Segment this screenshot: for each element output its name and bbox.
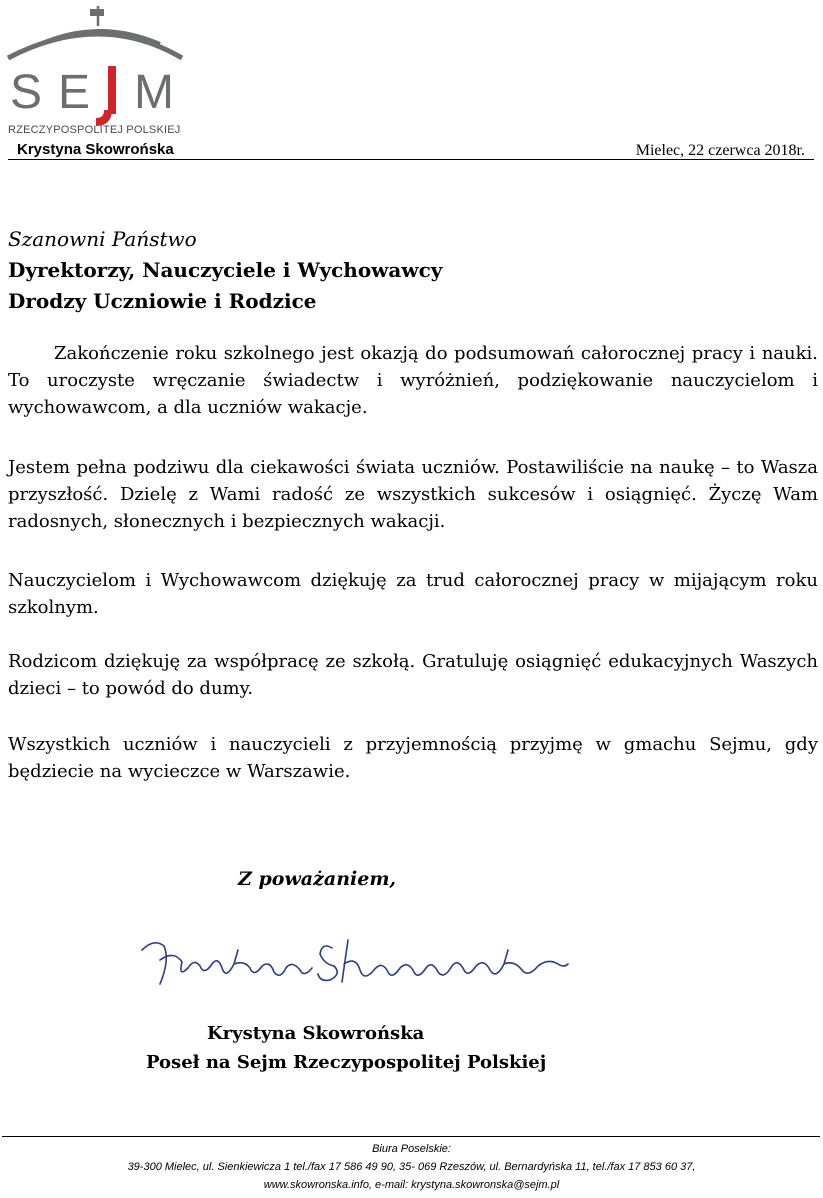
place-date: Mielec, 22 czerwca 2018r. (635, 142, 805, 159)
footer-contact: www.skowronska.info, e-mail: krystyna.skowronska@sejm.pl (263, 1179, 560, 1191)
salutation-line-3: Drodzy Uczniowie i Rodzice (8, 289, 317, 313)
paragraph-2: Jestem pełna podziwu dla ciekawości świata uczniów. Postawiliście na naukę – to Wasza przyszłość. Dzielę z Wami radość ze wszystkich sukcesów i osiągnięć. Życzę Wam radosnych, słonecznych i bezpiecznych wakacji. (8, 457, 818, 532)
footer-addresses: 39-300 Mielec, ul. Sienkiewicza 1 tel./fax 17 586 49 90, 35- 069 Rzeszów, ul. Bernardyńska 11, tel./fax 17 853 60 37, (127, 1161, 696, 1173)
paragraph-4: Rodzicom dziękuję za współpracę ze szkołą. Gratuluję osiągnięć edukacyjnych Waszych dzieci – to powód do dumy. (8, 651, 818, 699)
signer-name: Krystyna Skowrońska (207, 1023, 425, 1044)
salutation-line-1: Szanowni Państwo (8, 227, 197, 251)
paragraph-5: Wszystkich uczniów i nauczycieli z przyjemnością przyjmę w gmachu Sejmu, gdy będziecie na wycieczce w Warszawie. (8, 734, 818, 782)
paragraph-1: Zakończenie roku szkolnego jest okazją do podsumowań całorocznej pracy i nauki. To uroczyste wręczanie świadectw i wyróżnień, podziękowanie nauczycielom i wychowawcom, a dla uczniów wakacje. (8, 343, 818, 418)
signer-title: Poseł na Sejm Rzeczypospolitej Polskiej (146, 1052, 547, 1073)
svg-text:S: S (10, 66, 43, 119)
closing-phrase: Z poważaniem, (238, 868, 397, 890)
paragraph-3: Nauczycielom i Wychowawcom dziękuję za trud całorocznej pracy w mijającym roku szkolnym. (8, 570, 818, 618)
salutation (8, 224, 442, 317)
footer-offices-label: Biura Poselskie: (372, 1143, 451, 1155)
svg-text:M: M (134, 66, 174, 119)
handwritten-signature (134, 920, 574, 1010)
logo-subtitle: RZECZYPOSPOLITEJ POLSKIEJ (8, 124, 181, 136)
footer-divider (2, 1136, 820, 1137)
header-divider (8, 159, 814, 160)
svg-text:E: E (58, 66, 91, 119)
salutation-line-2: Dyrektorzy, Nauczyciele i Wychowawcy (8, 258, 443, 282)
sejm-logo (0, 0, 200, 140)
letterhead-author: Krystyna Skowrońska (17, 141, 174, 158)
